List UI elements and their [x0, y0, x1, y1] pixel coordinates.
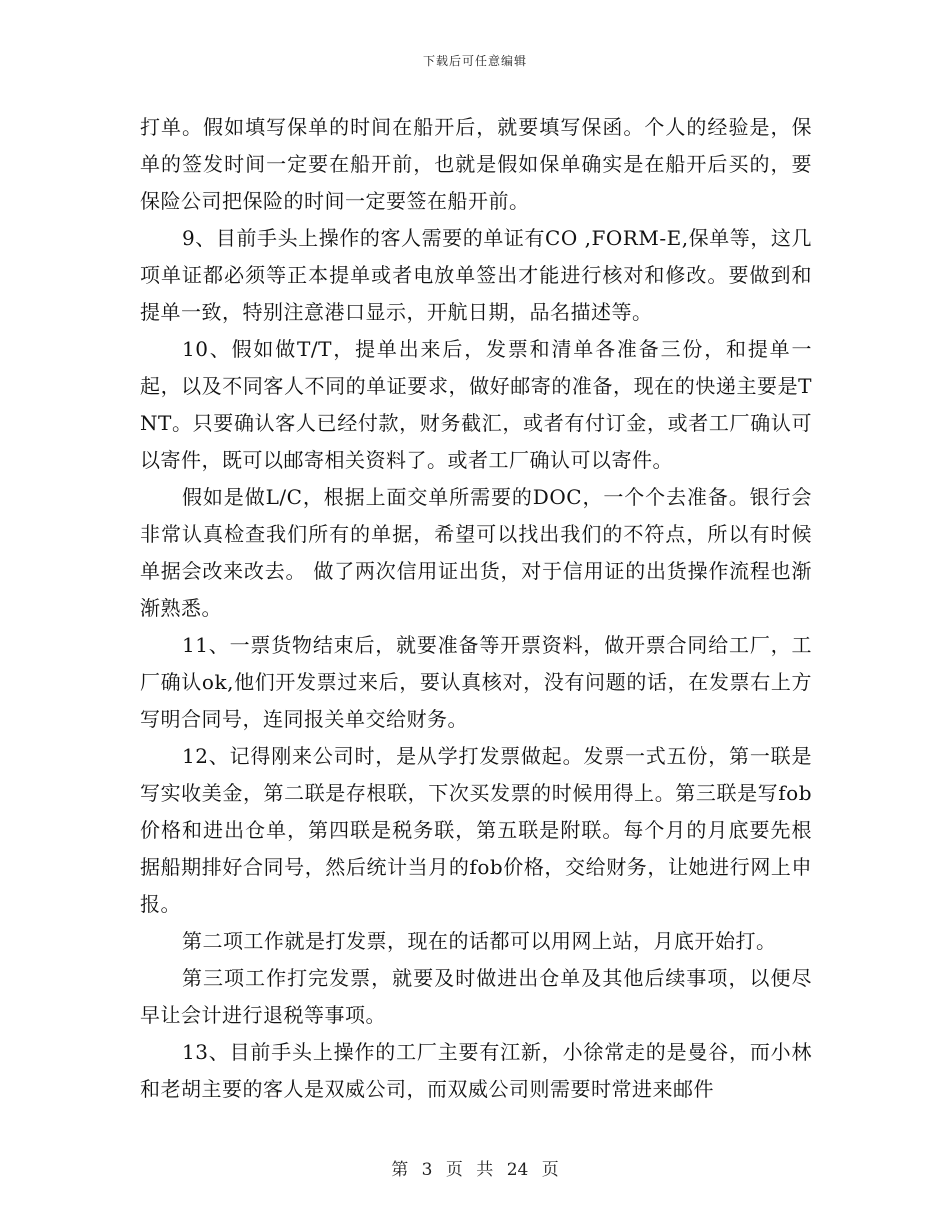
paragraph-7: 第二项工作就是打发票，现在的话都可以用网上站，月底开始打。 — [182, 929, 777, 953]
page-header: 下载后可任意编辑 — [422, 54, 527, 68]
paragraph-9: 13、目前手头上操作的工厂主要有江新，小徐常走的是曼谷，而小林和老胡主要的客人是双威公司，而双威公司则需要时常进来邮件 — [140, 1040, 812, 1101]
paragraph-2: 9、目前手头上操作的客人需要的单证有CO ,FORM-E,保单等，这几项单证都必须等正本提单或者电放单签出才能进行核对和修改。要做到和提单一致，特别注意港口显示，开航日期，品名描述等。 — [140, 226, 812, 324]
document-body — [140, 109, 812, 1108]
paragraph-8: 第三项工作打完发票，就要及时做进出仓单及其他后续事项，以便尽早让会计进行退税等事项。 — [140, 966, 812, 1027]
page-footer: 第 3 页 共 24 页 — [391, 1160, 559, 1180]
paragraph-3: 10、假如做T/T，提单出来后，发票和清单各准备三份，和提单一起，以及不同客人不同的单证要求，做好邮寄的准备，现在的快递主要是TNT。只要确认客人已经付款，财务截汇，或者有付订金，或者工厂确认可以寄件，既可以邮寄相关资料了。或者工厂确认可以寄件。 — [140, 337, 812, 472]
paragraph-5: 11、一票货物结束后，就要准备等开票资料，做开票合同给工厂，工厂确认ok,他们开发票过来后，要认真核对，没有问题的话，在发票右上方写明合同号，连同报关单交给财务。 — [140, 633, 812, 731]
paragraph-4: 假如是做L/C，根据上面交单所需要的DOC，一个个去准备。银行会非常认真检查我们所有的单据，希望可以找出我们的不符点，所以有时候单据会改来改去。 做了两次信用证出货，对于信用证的出货操作流程也渐渐熟悉。 — [140, 485, 812, 620]
paragraph-6: 12、记得刚来公司时，是从学打发票做起。发票一式五份，第一联是写实收美金，第二联是存根联，下次买发票的时候用得上。第三联是写fob价格和进出仓单，第四联是税务联，第五联是附联。每个月的月底要先根据船期排好合同号，然后统计当月的fob价格，交给财务，让她进行网上申报。 — [140, 744, 812, 916]
paragraph-1: 打单。假如填写保单的时间在船开后，就要填写保函。个人的经验是，保单的签发时间一定要在船开前，也就是假如保单确实是在船开后买的，要保险公司把保险的时间一定要签在船开前。 — [140, 115, 812, 213]
